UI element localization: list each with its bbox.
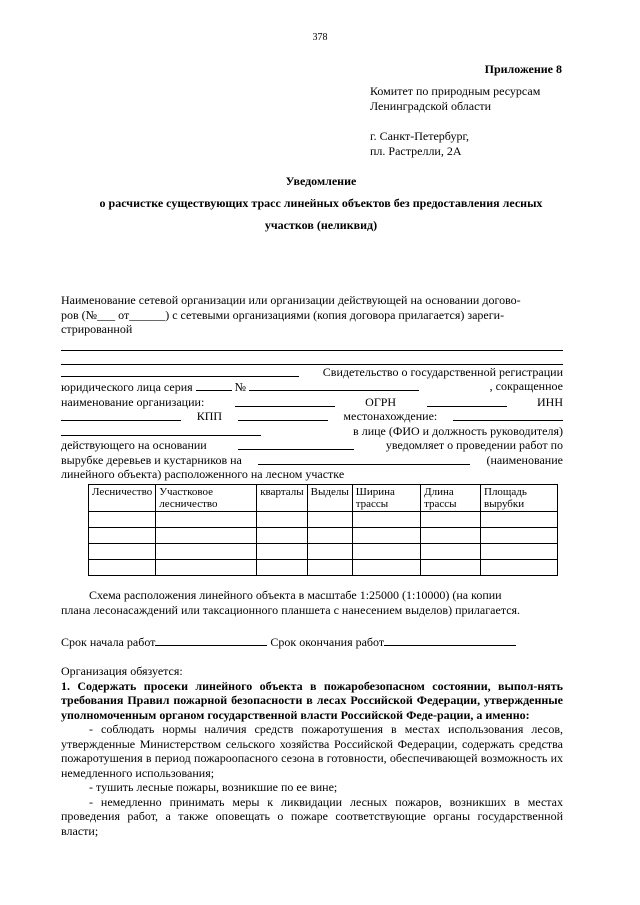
notification-form [61, 293, 563, 482]
obligation-subitem: - соблюдать нормы наличия средств пожаротушения в местах использования лесов, утвержденные Министерством сельского хозяйства Российской Федерации, содержать средства пожаротушения в период пожароопасного сезона в готовности, обеспечивающей возможность их немедленного использования; [61, 722, 563, 780]
obligations-heading: Организация обязуется: [61, 664, 183, 678]
obligation-subitem: - немедленно принимать меры к ликвидации лесных пожаров, возникших в местах проведения работ, а также оповещать о пожаре соответствующие органы государственной власти; [61, 794, 563, 838]
org-name-line: стрированной [61, 322, 133, 336]
series-label: юридического лица серия [61, 380, 193, 394]
scheme-line: Схема расположения линейного объекта в масштабе 1:25000 (1:10000) (на копии [89, 588, 502, 602]
abbreviated-label: , сокращенное [489, 379, 563, 393]
obligations-section [61, 664, 563, 838]
reg-cert-label: Свидетельство о государственной регистрации [322, 364, 563, 379]
linear-object-label: линейного объекта) расположенного на лесном участке [61, 467, 345, 481]
org-name-line: ров (№___ от______) с сетевыми организациями (копия договора прилагается) зареги- [61, 307, 505, 322]
notifies-label: уведомляет о проведении работ по [385, 438, 563, 452]
addressee-line: Ленинградской области [370, 99, 492, 113]
blank-line [61, 351, 563, 365]
col-header: Площадь вырубки [481, 485, 558, 512]
obligation-item: 1. Содержать просеки линейного объекта в пожаробезопасном состоянии, выпол-нять требования Правил пожарной безопасности в лесах Российской Федерации, утвержденные уполномоченным органом государственной власти Российской Феде-рации, а именно: [61, 678, 563, 722]
table-row [89, 560, 558, 576]
forest-plot-table [88, 484, 558, 576]
col-header: Участковое лесничество [156, 485, 257, 512]
page-number: 378 [312, 32, 328, 43]
col-header: Ширина трассы [352, 485, 420, 512]
document-subtitle: о расчистке существующих трасс линейных объектов без предоставления лесных [99, 196, 543, 210]
work-dates [61, 634, 563, 650]
document-subtitle-cont: участков (неликвид) [264, 218, 378, 232]
document-title: Уведомление [285, 174, 357, 188]
scheme-line: плана лесонасаждений или таксационного планшета с нанесением выделов) прилагается. [61, 602, 521, 617]
location-line: пл. Растрелли, 2А [370, 144, 462, 158]
ogrn-label: ОГРН [365, 394, 397, 409]
table-row [89, 544, 558, 560]
inn-label: ИНН [536, 394, 563, 409]
blank-field [61, 365, 299, 377]
table-row [89, 528, 558, 544]
col-header: кварталы [257, 485, 307, 512]
location-line: г. Санкт-Петербург, [370, 129, 470, 143]
name-hint-label: (наименование [486, 452, 563, 467]
org-name-field-label: наименование организации: [61, 394, 205, 409]
blank-line [61, 337, 563, 351]
org-name-label: Наименование сетевой организации или организации действующей на основании догово- [61, 293, 521, 307]
in-person-label: в лице (ФИО и должность руководителя) [353, 423, 563, 438]
appendix-label: Приложение 8 [484, 62, 562, 76]
col-header: Лесничество [89, 485, 156, 512]
obligation-subitem: - тушить лесные пожары, возникшие по ее вине; [89, 780, 338, 794]
addressee-line: Комитет по природным ресурсам [370, 84, 541, 98]
start-date-label: Срок начала работ [61, 635, 156, 649]
number-sign: № [234, 380, 247, 394]
kpp-label: КПП [196, 409, 223, 423]
acting-basis-label: действующего на основании [61, 438, 207, 452]
end-date-label: Срок окончания работ [270, 635, 385, 649]
addressee-block [370, 84, 540, 159]
scheme-paragraph [61, 588, 563, 617]
col-header: Выделы [307, 485, 352, 512]
table-row [89, 512, 558, 528]
col-header: Длина трассы [421, 485, 481, 512]
felling-label: вырубке деревьев и кустарников на [61, 452, 242, 467]
location-label: местонахождение: [343, 409, 438, 423]
